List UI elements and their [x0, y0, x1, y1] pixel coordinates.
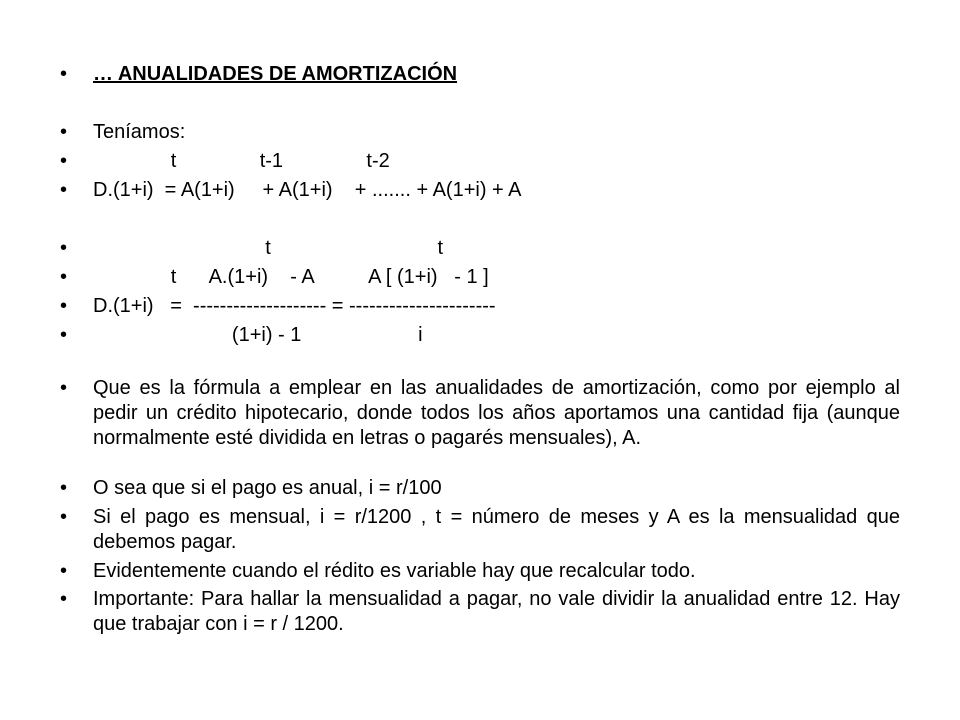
bullet-marker: •	[60, 560, 68, 582]
bullet-marker: •	[60, 179, 68, 201]
paragraph-annual	[60, 476, 900, 501]
paragraph-text: Importante: Para hallar la mensualidad a pagar, no vale dividir la anualidad entre 12. Hay que trabajar con i = r / 1200.	[93, 588, 900, 635]
bullet-marker: •	[60, 237, 68, 259]
formula-text: Teníamos:	[93, 121, 186, 143]
bullet-marker: •	[60, 121, 68, 143]
bullet-marker: •	[60, 150, 68, 172]
bullet-marker: •	[60, 324, 68, 346]
paragraph-text: O sea que si el pago es anual, i = r/100	[93, 477, 442, 499]
bullet-marker: •	[60, 588, 68, 610]
bullet-marker: •	[60, 266, 68, 288]
paragraph-text: Si el pago es mensual, i = r/1200 , t = número de meses y A es la mensualidad que debemos pagar.	[93, 506, 900, 553]
paragraph-important	[60, 587, 900, 637]
bullet-marker: •	[60, 377, 68, 399]
paragraph-variable	[60, 559, 900, 584]
formula-text: t t	[93, 237, 444, 259]
bullet-marker: •	[60, 295, 68, 317]
bullet-marker: •	[60, 506, 68, 528]
formula-text: D.(1+i) = A(1+i) + A(1+i) + ....... + A(1+i) + A	[93, 179, 522, 201]
formula-text: t A.(1+i) - A A [ (1+i) - 1 ]	[93, 266, 489, 288]
formula-text: D.(1+i) = -------------------- = ----------------------	[93, 295, 496, 317]
bullet-marker: •	[60, 477, 68, 499]
formula-text: t t-1 t-2	[93, 150, 390, 172]
bullet-marker: •	[60, 63, 68, 85]
paragraph-text: Evidentemente cuando el rédito es variable hay que recalcular todo.	[93, 560, 696, 582]
paragraph-explanation	[60, 376, 900, 451]
paragraph-text: Que es la fórmula a emplear en las anualidades de amortización, como por ejemplo al pedir un crédito hipotecario, donde todos los años aportamos una cantidad fija (aunque normalmente esté dividida en letras o pagarés mensuales), A.	[93, 377, 900, 449]
paragraph-monthly	[60, 505, 900, 555]
formula-text: (1+i) - 1 i	[93, 324, 423, 346]
title-text: … ANUALIDADES DE AMORTIZACIÓN	[93, 63, 458, 85]
